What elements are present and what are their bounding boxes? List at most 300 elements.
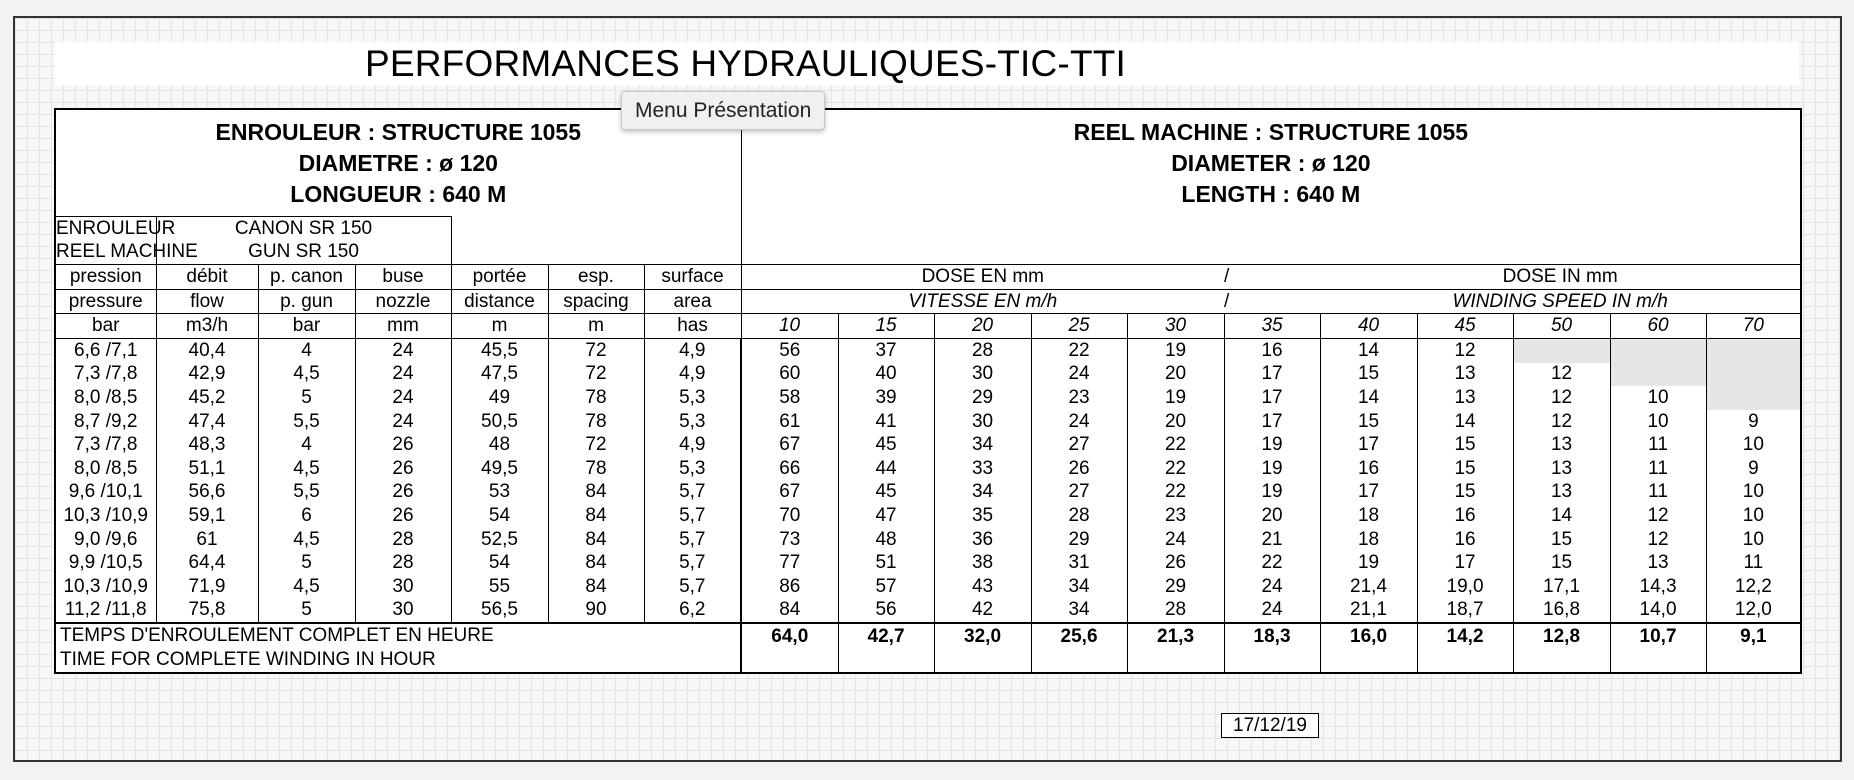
spec-cell: 75,8 bbox=[156, 599, 258, 624]
dose-cell: 18 bbox=[1320, 528, 1417, 552]
spec-cell: 26 bbox=[355, 433, 451, 457]
spec-cell: 42,9 bbox=[156, 363, 258, 387]
dose-cell: 77 bbox=[741, 551, 838, 575]
dose-cell: 31 bbox=[1031, 551, 1127, 575]
dose-cell: 9 bbox=[1706, 410, 1801, 434]
spec-cell: 49,5 bbox=[451, 457, 548, 481]
spec-cell: 8,7 /9,2 bbox=[55, 410, 156, 434]
spec-cell: 61 bbox=[156, 528, 258, 552]
dose-cell: 13 bbox=[1417, 386, 1513, 410]
dose-cell: 15 bbox=[1417, 433, 1513, 457]
dose-cell: 38 bbox=[934, 551, 1031, 575]
speed-en-label: WINDING SPEED IN m/h bbox=[1320, 289, 1801, 314]
spec-cell: 28 bbox=[355, 528, 451, 552]
footer-label-en: TIME FOR COMPLETE WINDING IN HOUR bbox=[60, 649, 436, 671]
dose-cell: 18 bbox=[1320, 504, 1417, 528]
dose-cell: 23 bbox=[1127, 504, 1224, 528]
dose-cell: 27 bbox=[1031, 481, 1127, 505]
dose-cell: 17 bbox=[1417, 551, 1513, 575]
speed-cell: 45 bbox=[1417, 314, 1513, 339]
dose-cell: 19 bbox=[1224, 481, 1320, 505]
spec-cell: 5,5 bbox=[258, 481, 355, 505]
dose-cell: 24 bbox=[1031, 410, 1127, 434]
dose-cell: 21,4 bbox=[1320, 575, 1417, 599]
dose-cell: 11 bbox=[1706, 551, 1801, 575]
table-row bbox=[55, 457, 1801, 481]
spec-cell: 6 bbox=[258, 504, 355, 528]
col-header-en: pressure bbox=[55, 289, 156, 314]
machine-label-en: REEL MACHINE bbox=[55, 241, 156, 265]
dose-cell: 17 bbox=[1224, 410, 1320, 434]
dose-cell bbox=[1610, 338, 1706, 362]
dose-cell: 60 bbox=[741, 363, 838, 387]
dose-cell: 19,0 bbox=[1417, 575, 1513, 599]
col-header-en: flow bbox=[156, 289, 258, 314]
dose-slash: / bbox=[1224, 265, 1320, 290]
spec-cell: 48 bbox=[451, 433, 548, 457]
dose-cell: 16,8 bbox=[1513, 599, 1610, 624]
dose-cell: 43 bbox=[934, 575, 1031, 599]
dose-cell: 10 bbox=[1706, 433, 1801, 457]
table-row bbox=[55, 338, 1801, 362]
dose-cell: 37 bbox=[838, 338, 934, 362]
machine-label-fr: ENROULEUR bbox=[56, 217, 176, 239]
dose-cell: 44 bbox=[838, 457, 934, 481]
dose-cell: 14 bbox=[1417, 410, 1513, 434]
col-header-fr: pression bbox=[55, 265, 156, 290]
dose-cell: 56 bbox=[741, 338, 838, 362]
unit-cell: has bbox=[644, 314, 741, 339]
dose-cell: 30 bbox=[934, 410, 1031, 434]
dose-cell: 21 bbox=[1224, 528, 1320, 552]
spec-cell: 78 bbox=[548, 410, 644, 434]
spec-cell: 5 bbox=[258, 386, 355, 410]
table-row bbox=[55, 551, 1801, 575]
dose-cell: 14,0 bbox=[1610, 599, 1706, 624]
dose-cell: 26 bbox=[1031, 457, 1127, 481]
dose-cell: 10 bbox=[1706, 528, 1801, 552]
dose-cell bbox=[1706, 386, 1801, 410]
col-header-fr: esp. bbox=[548, 265, 644, 290]
spec-cell: 28 bbox=[355, 551, 451, 575]
spec-cell: 54 bbox=[451, 504, 548, 528]
spec-cell: 5 bbox=[258, 551, 355, 575]
spec-cell: 52,5 bbox=[451, 528, 548, 552]
dose-cell: 61 bbox=[741, 410, 838, 434]
dose-cell: 12 bbox=[1513, 363, 1610, 387]
column-header-en-row bbox=[55, 289, 1801, 314]
speed-cell: 40 bbox=[1320, 314, 1417, 339]
dose-cell: 24 bbox=[1224, 599, 1320, 624]
dose-cell: 12,0 bbox=[1706, 599, 1801, 624]
speed-cell: 60 bbox=[1610, 314, 1706, 339]
col-header-en: distance bbox=[451, 289, 548, 314]
dose-cell: 14 bbox=[1320, 338, 1417, 362]
col-header-fr: débit bbox=[156, 265, 258, 290]
spec-cell: 5,7 bbox=[644, 551, 741, 575]
spec-cell: 4,9 bbox=[644, 363, 741, 387]
dose-cell: 22 bbox=[1127, 433, 1224, 457]
dose-cell: 11 bbox=[1610, 481, 1706, 505]
header-en bbox=[741, 109, 1801, 265]
dose-cell: 84 bbox=[741, 599, 838, 624]
time-cell: 18,3 bbox=[1224, 623, 1320, 673]
spec-cell: 59,1 bbox=[156, 504, 258, 528]
dose-cell: 20 bbox=[1224, 504, 1320, 528]
time-cell: 32,0 bbox=[934, 623, 1031, 673]
dose-cell: 16 bbox=[1417, 528, 1513, 552]
spec-cell: 7,3 /7,8 bbox=[55, 433, 156, 457]
dose-cell: 42 bbox=[934, 599, 1031, 624]
unit-cell: m3/h bbox=[156, 314, 258, 339]
speed-fr-label: VITESSE EN m/h bbox=[741, 289, 1224, 314]
header-fr-line3: LONGUEUR : 640 M bbox=[290, 181, 507, 207]
spec-cell: 6,6 /7,1 bbox=[55, 338, 156, 362]
dose-cell: 67 bbox=[741, 433, 838, 457]
spec-cell: 84 bbox=[548, 528, 644, 552]
spec-cell: 9,0 /9,6 bbox=[55, 528, 156, 552]
spec-cell: 5,7 bbox=[644, 575, 741, 599]
spec-cell: 50,5 bbox=[451, 410, 548, 434]
spec-cell: 51,1 bbox=[156, 457, 258, 481]
dose-cell: 28 bbox=[934, 338, 1031, 362]
dose-cell: 19 bbox=[1224, 433, 1320, 457]
spec-cell: 26 bbox=[355, 457, 451, 481]
dose-cell: 19 bbox=[1127, 338, 1224, 362]
performance-table bbox=[54, 108, 1802, 674]
spec-cell: 5,7 bbox=[644, 528, 741, 552]
spec-cell: 7,3 /7,8 bbox=[55, 363, 156, 387]
dose-cell: 22 bbox=[1127, 481, 1224, 505]
spec-cell: 84 bbox=[548, 575, 644, 599]
dose-cell: 66 bbox=[741, 457, 838, 481]
dose-cell: 34 bbox=[1031, 575, 1127, 599]
time-cell: 14,2 bbox=[1417, 623, 1513, 673]
table-row bbox=[55, 528, 1801, 552]
data-rows bbox=[55, 338, 1801, 623]
spec-cell: 26 bbox=[355, 481, 451, 505]
col-header-fr: buse bbox=[355, 265, 451, 290]
dose-cell: 22 bbox=[1031, 338, 1127, 362]
dose-cell: 24 bbox=[1224, 575, 1320, 599]
spec-cell: 30 bbox=[355, 575, 451, 599]
dose-cell: 11 bbox=[1610, 457, 1706, 481]
table-row bbox=[55, 410, 1801, 434]
col-header-en: p. gun bbox=[258, 289, 355, 314]
dose-cell: 14,3 bbox=[1610, 575, 1706, 599]
dose-cell: 19 bbox=[1127, 386, 1224, 410]
spec-cell: 55 bbox=[451, 575, 548, 599]
time-cell: 10,7 bbox=[1610, 623, 1706, 673]
speed-cell: 10 bbox=[741, 314, 838, 339]
spec-cell: 47,4 bbox=[156, 410, 258, 434]
unit-cell: m bbox=[548, 314, 644, 339]
unit-cell: m bbox=[451, 314, 548, 339]
dose-cell: 21,1 bbox=[1320, 599, 1417, 624]
speed-cell: 20 bbox=[934, 314, 1031, 339]
dose-cell: 11 bbox=[1610, 433, 1706, 457]
dose-cell: 10 bbox=[1610, 410, 1706, 434]
menu-presentation-tooltip: Menu Présentation bbox=[621, 91, 825, 130]
dose-cell: 15 bbox=[1513, 551, 1610, 575]
dose-cell: 14 bbox=[1320, 386, 1417, 410]
table-row bbox=[55, 504, 1801, 528]
time-cell: 9,1 bbox=[1706, 623, 1801, 673]
dose-cell: 10 bbox=[1706, 504, 1801, 528]
dose-cell: 45 bbox=[838, 481, 934, 505]
header-en-line2: DIAMETER : ø 120 bbox=[1171, 150, 1371, 176]
dose-cell: 13 bbox=[1417, 363, 1513, 387]
col-header-fr: portée bbox=[451, 265, 548, 290]
spec-cell: 71,9 bbox=[156, 575, 258, 599]
dose-cell: 29 bbox=[1031, 528, 1127, 552]
speed-cell: 50 bbox=[1513, 314, 1610, 339]
dose-cell: 24 bbox=[1127, 528, 1224, 552]
spec-cell: 5,3 bbox=[644, 410, 741, 434]
unit-cell: bar bbox=[258, 314, 355, 339]
dose-cell: 36 bbox=[934, 528, 1031, 552]
footer-row bbox=[55, 623, 1801, 673]
gun-label-en: GUN SR 150 bbox=[156, 241, 451, 265]
spec-cell: 9,6 /10,1 bbox=[55, 481, 156, 505]
spec-cell: 24 bbox=[355, 338, 451, 362]
dose-cell: 30 bbox=[934, 363, 1031, 387]
dose-en-label: DOSE IN mm bbox=[1320, 265, 1801, 290]
dose-cell: 34 bbox=[934, 433, 1031, 457]
dose-cell: 10 bbox=[1706, 481, 1801, 505]
header-blank-2 bbox=[451, 241, 741, 265]
dose-cell: 15 bbox=[1320, 410, 1417, 434]
time-cell: 25,6 bbox=[1031, 623, 1127, 673]
page-title: PERFORMANCES HYDRAULIQUES-TIC-TTI bbox=[365, 43, 1127, 84]
dose-cell: 28 bbox=[1031, 504, 1127, 528]
dose-cell: 57 bbox=[838, 575, 934, 599]
dose-cell bbox=[1706, 338, 1801, 362]
dose-cell: 16 bbox=[1224, 338, 1320, 362]
header-en-line1: REEL MACHINE : STRUCTURE 1055 bbox=[1073, 119, 1469, 145]
dose-cell: 28 bbox=[1127, 599, 1224, 624]
unit-cell: mm bbox=[355, 314, 451, 339]
units-row bbox=[55, 314, 1801, 339]
dose-cell: 27 bbox=[1031, 433, 1127, 457]
spec-cell: 24 bbox=[355, 410, 451, 434]
spec-cell: 40,4 bbox=[156, 338, 258, 362]
col-header-en: area bbox=[644, 289, 741, 314]
table-row bbox=[55, 386, 1801, 410]
col-header-en: nozzle bbox=[355, 289, 451, 314]
dose-cell: 33 bbox=[934, 457, 1031, 481]
spec-cell: 45,2 bbox=[156, 386, 258, 410]
speed-cell: 35 bbox=[1224, 314, 1320, 339]
speed-cell: 25 bbox=[1031, 314, 1127, 339]
dose-cell: 15 bbox=[1320, 363, 1417, 387]
spec-cell: 5,3 bbox=[644, 457, 741, 481]
dose-cell: 34 bbox=[934, 481, 1031, 505]
header-block-row bbox=[55, 109, 1801, 217]
dose-cell: 17 bbox=[1224, 386, 1320, 410]
dose-cell: 14 bbox=[1513, 504, 1610, 528]
spec-cell: 4,5 bbox=[258, 363, 355, 387]
dose-cell: 22 bbox=[1224, 551, 1320, 575]
dose-cell: 41 bbox=[838, 410, 934, 434]
dose-cell: 17,1 bbox=[1513, 575, 1610, 599]
dose-cell: 17 bbox=[1320, 481, 1417, 505]
col-header-fr: p. canon bbox=[258, 265, 355, 290]
dose-cell: 40 bbox=[838, 363, 934, 387]
spec-cell: 5,5 bbox=[258, 410, 355, 434]
spec-cell: 4,9 bbox=[644, 433, 741, 457]
spec-cell: 5,7 bbox=[644, 481, 741, 505]
spec-cell: 84 bbox=[548, 481, 644, 505]
spec-cell: 4,5 bbox=[258, 528, 355, 552]
dose-cell: 70 bbox=[741, 504, 838, 528]
spec-cell: 45,5 bbox=[451, 338, 548, 362]
dose-cell: 73 bbox=[741, 528, 838, 552]
dose-cell: 12 bbox=[1610, 528, 1706, 552]
dose-cell: 58 bbox=[741, 386, 838, 410]
spec-cell: 54 bbox=[451, 551, 548, 575]
dose-cell: 18,7 bbox=[1417, 599, 1513, 624]
dose-cell bbox=[1706, 363, 1801, 387]
header-blank bbox=[451, 217, 741, 241]
date-box: 17/12/19 bbox=[1221, 713, 1319, 738]
dose-cell: 19 bbox=[1224, 457, 1320, 481]
col-header-en: spacing bbox=[548, 289, 644, 314]
dose-cell: 20 bbox=[1127, 363, 1224, 387]
spec-cell: 84 bbox=[548, 504, 644, 528]
spec-cell: 56,5 bbox=[451, 599, 548, 624]
dose-fr-label: DOSE EN mm bbox=[741, 265, 1224, 290]
spec-cell: 78 bbox=[548, 386, 644, 410]
dose-cell: 16 bbox=[1417, 504, 1513, 528]
dose-cell: 15 bbox=[1417, 457, 1513, 481]
footer-label-fr: TEMPS D'ENROULEMENT COMPLET EN HEURE bbox=[60, 625, 494, 647]
dose-cell: 67 bbox=[741, 481, 838, 505]
spec-cell: 5,3 bbox=[644, 386, 741, 410]
dose-cell: 12 bbox=[1513, 386, 1610, 410]
dose-cell: 48 bbox=[838, 528, 934, 552]
dose-cell: 9 bbox=[1706, 457, 1801, 481]
table-row bbox=[55, 363, 1801, 387]
spec-cell: 72 bbox=[548, 433, 644, 457]
dose-cell: 12 bbox=[1417, 338, 1513, 362]
dose-cell: 12 bbox=[1513, 410, 1610, 434]
spec-cell: 72 bbox=[548, 338, 644, 362]
dose-cell: 86 bbox=[741, 575, 838, 599]
dose-cell: 15 bbox=[1513, 528, 1610, 552]
table-row bbox=[55, 433, 1801, 457]
dose-cell: 17 bbox=[1224, 363, 1320, 387]
table-row bbox=[55, 599, 1801, 624]
spec-cell: 4,9 bbox=[644, 338, 741, 362]
time-cell: 64,0 bbox=[741, 623, 838, 673]
dose-cell: 13 bbox=[1513, 433, 1610, 457]
spec-cell: 78 bbox=[548, 457, 644, 481]
dose-cell: 13 bbox=[1513, 481, 1610, 505]
column-header-fr-row bbox=[55, 265, 1801, 290]
spec-cell: 11,2 /11,8 bbox=[55, 599, 156, 624]
time-cell: 16,0 bbox=[1320, 623, 1417, 673]
spec-cell: 5,7 bbox=[644, 504, 741, 528]
spec-cell: 4,5 bbox=[258, 575, 355, 599]
dose-cell bbox=[1610, 363, 1706, 387]
header-fr-line1: ENROULEUR : STRUCTURE 1055 bbox=[215, 119, 582, 145]
speed-cell: 70 bbox=[1706, 314, 1801, 339]
spec-cell: 8,0 /8,5 bbox=[55, 457, 156, 481]
spec-cell: 90 bbox=[548, 599, 644, 624]
speed-cell: 30 bbox=[1127, 314, 1224, 339]
spec-cell: 6,2 bbox=[644, 599, 741, 624]
col-header-fr: surface bbox=[644, 265, 741, 290]
unit-cell: bar bbox=[55, 314, 156, 339]
dose-cell: 13 bbox=[1610, 551, 1706, 575]
spec-cell: 64,4 bbox=[156, 551, 258, 575]
spec-cell: 53 bbox=[451, 481, 548, 505]
spec-cell: 5 bbox=[258, 599, 355, 624]
header-en-line3: LENGTH : 640 M bbox=[1181, 181, 1361, 207]
dose-cell: 56 bbox=[838, 599, 934, 624]
spec-cell: 4 bbox=[258, 338, 355, 362]
dose-cell: 45 bbox=[838, 433, 934, 457]
speed-slash: / bbox=[1224, 289, 1320, 314]
time-cell: 21,3 bbox=[1127, 623, 1224, 673]
gun-label-fr: CANON SR 150 bbox=[156, 217, 451, 241]
dose-cell: 23 bbox=[1031, 386, 1127, 410]
header-fr-line2: DIAMETRE : ø 120 bbox=[298, 150, 498, 176]
spec-cell: 47,5 bbox=[451, 363, 548, 387]
speed-cell: 15 bbox=[838, 314, 934, 339]
dose-cell: 20 bbox=[1127, 410, 1224, 434]
spec-cell: 84 bbox=[548, 551, 644, 575]
spec-cell: 30 bbox=[355, 599, 451, 624]
dose-cell: 26 bbox=[1127, 551, 1224, 575]
spec-cell: 9,9 /10,5 bbox=[55, 551, 156, 575]
footer-label bbox=[55, 623, 741, 673]
dose-cell: 47 bbox=[838, 504, 934, 528]
dose-cell: 17 bbox=[1320, 433, 1417, 457]
dose-cell: 19 bbox=[1320, 551, 1417, 575]
dose-cell: 22 bbox=[1127, 457, 1224, 481]
dose-cell: 29 bbox=[934, 386, 1031, 410]
dose-cell: 35 bbox=[934, 504, 1031, 528]
dose-cell: 12,2 bbox=[1706, 575, 1801, 599]
spec-cell: 4 bbox=[258, 433, 355, 457]
spec-cell: 49 bbox=[451, 386, 548, 410]
spec-cell: 8,0 /8,5 bbox=[55, 386, 156, 410]
dose-cell: 12 bbox=[1610, 504, 1706, 528]
spec-cell: 26 bbox=[355, 504, 451, 528]
dose-cell: 34 bbox=[1031, 599, 1127, 624]
dose-cell: 51 bbox=[838, 551, 934, 575]
spec-cell: 10,3 /10,9 bbox=[55, 575, 156, 599]
spec-cell: 10,3 /10,9 bbox=[55, 504, 156, 528]
table-row bbox=[55, 481, 1801, 505]
dose-cell: 39 bbox=[838, 386, 934, 410]
time-cell: 12,8 bbox=[1513, 623, 1610, 673]
spec-cell: 24 bbox=[355, 363, 451, 387]
dose-cell bbox=[1513, 338, 1610, 362]
spec-cell: 72 bbox=[548, 363, 644, 387]
dose-cell: 10 bbox=[1610, 386, 1706, 410]
spec-cell: 4,5 bbox=[258, 457, 355, 481]
dose-cell: 16 bbox=[1320, 457, 1417, 481]
dose-cell: 29 bbox=[1127, 575, 1224, 599]
table-row bbox=[55, 575, 1801, 599]
dose-cell: 13 bbox=[1513, 457, 1610, 481]
time-cell: 42,7 bbox=[838, 623, 934, 673]
spec-cell: 48,3 bbox=[156, 433, 258, 457]
dose-cell: 24 bbox=[1031, 363, 1127, 387]
